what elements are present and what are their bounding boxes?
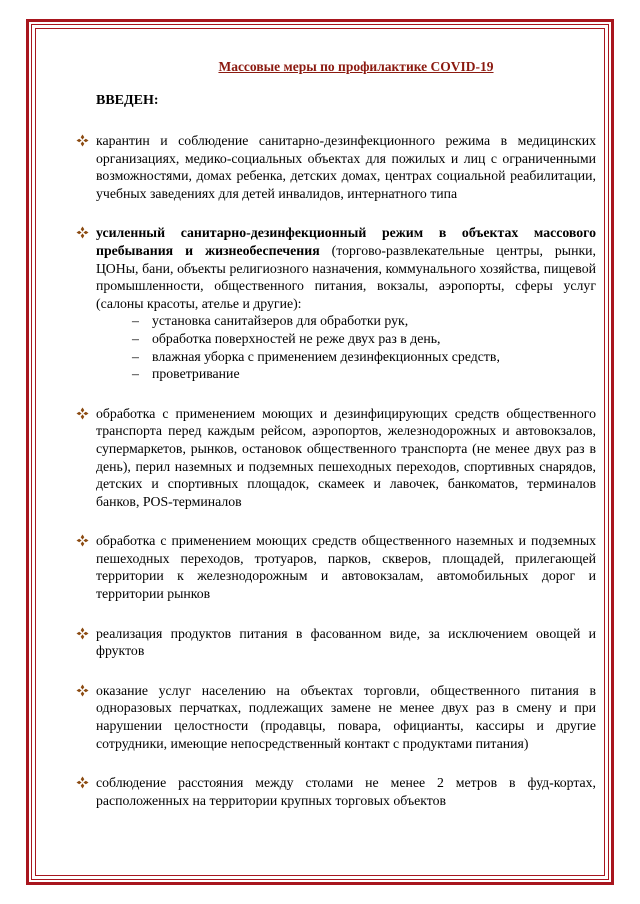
- measure-text: соблюдение расстояния между столами не менее 2 метров в фуд-кортах, расположенных на территории крупных торговых объектов: [96, 775, 596, 808]
- measure-item-packaged-food: [76, 625, 596, 660]
- measure-item-quarantine: [76, 132, 596, 202]
- measure-text: карантин и соблюдение санитарно-дезинфекционного режима в медицинских организациях, медико-социальных объектах для пожилых и лиц с ограниченными возможностями, домах ребенка, детских домах, центрах социальной реабилитации, учебных заведениях для детей инвалидов, интернатного типа: [96, 133, 596, 201]
- sub-list-item: [132, 312, 596, 330]
- sub-list: [96, 312, 596, 382]
- sub-item-text: обработка поверхностей не реже двух раз в день,: [152, 330, 441, 346]
- diamond-bullet-icon: [76, 627, 89, 640]
- measure-item-sanitary-regime: [76, 224, 596, 382]
- measure-text: реализация продуктов питания в фасованном виде, за исключением овощей и фруктов: [96, 625, 596, 659]
- measure-item-cleaning-public-areas: [76, 532, 596, 602]
- diamond-bullet-icon: [76, 776, 89, 789]
- measure-item-table-distance: [76, 774, 596, 809]
- diamond-bullet-icon: [76, 407, 89, 420]
- measure-text: обработка с применением моющих и дезинфицирующих средств общественного транспорта перед каждым рейсом, аэропортов, железнодорожных и автовокзалов, супермаркетов, рынков, остановок общественного транспорта (не менее двух раз в день), перил наземных и подземных пешеходных переходов, спортивных снарядов, детских и спортивных площадок, скамеек и лавочек, банкоматов, терминалов банков, POS-терминалов: [96, 405, 596, 509]
- sub-item-text: установка санитайзеров для обработки рук,: [152, 313, 409, 329]
- sub-item-text: проветривание: [152, 366, 240, 382]
- measure-bold-text: усиленный санитарно-дезинфекционный режим в объектах массового пребывания и жизнеобеспечения: [96, 225, 596, 258]
- diamond-bullet-icon: [76, 684, 89, 697]
- sub-item-text: влажная уборка с применением дезинфекционных средств,: [152, 348, 500, 364]
- dash-bullet: –: [132, 330, 139, 346]
- measure-text: обработка с применением моющих средств общественного наземных и подземных пешеходных переходов, тротуаров, парков, скверов, площадей, прилегающей территории к железнодорожным и автовокзалам, автомобильных дорог и территории рынков: [96, 533, 596, 602]
- measure-item-disinfection-transport: [76, 405, 596, 511]
- measure-item-gloves: [76, 682, 596, 752]
- diamond-bullet-icon: [76, 534, 89, 547]
- dash-bullet: –: [132, 313, 139, 329]
- dash-bullet: –: [132, 366, 139, 382]
- intro-heading: ВВЕДЕН:: [96, 93, 159, 108]
- diamond-bullet-icon: [76, 226, 89, 239]
- measure-text: оказание услуг населению на объектах торговли, общественного питания в одноразовых перчатках, подлежащих замене не менее двух раз в смену и при нарушении целостности (продавцы, повара, официанты, кассиры и другие сотрудники, имеющие непосредственный контакт с продуктами питания): [96, 682, 596, 751]
- sub-list-item: [132, 348, 596, 366]
- sub-list-item: [132, 330, 596, 348]
- sub-list-item: [132, 365, 596, 383]
- document-content: [76, 58, 596, 809]
- dash-bullet: –: [132, 348, 139, 364]
- diamond-bullet-icon: [76, 134, 89, 147]
- document-title: Массовые меры по профилактике COVID-19: [218, 59, 494, 74]
- measure-text: (торгово-развлекательные центры, рынки, ЦОНы, бани, объекты религиозного назначения, коммунального хозяйства, пищевой промышленности, общественного питания, вокзалы, аэропорты, сферы услуг (салоны красоты, ателье и другие):: [96, 242, 596, 311]
